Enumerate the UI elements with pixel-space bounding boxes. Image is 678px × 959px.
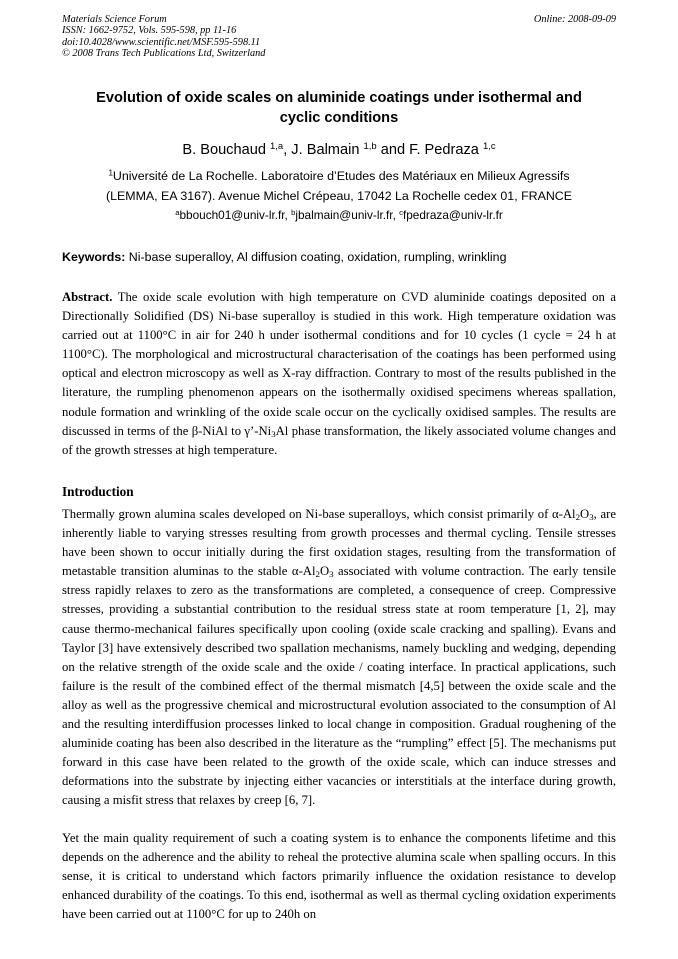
affiliation-mark: 1 — [108, 168, 113, 178]
journal-doi: doi:10.4028/www.scientific.net/MSF.595-598.11 — [62, 36, 261, 48]
paper-title — [62, 88, 616, 128]
email-c: fpedraza@univ-lr.fr — [402, 208, 503, 222]
paper-title-line-1: Evolution of oxide scales on aluminide coatings under isothermal and — [96, 90, 582, 106]
journal-name: Materials Science Forum — [62, 14, 167, 25]
section-heading-introduction: Introduction — [62, 484, 134, 499]
email-a: bbouch01@univ-lr.fr, — [179, 208, 292, 222]
author-2: , J. Balmain — [283, 142, 364, 158]
affiliation — [62, 166, 616, 206]
keywords-text: Ni-base superalloy, Al diffusion coating, oxidation, rumpling, wrinkling — [125, 250, 507, 264]
journal-header — [62, 14, 265, 59]
introduction-paragraph-1: Thermally grown alumina scales developed on Ni-base superalloys, which consist primarily of $\alpha-Al_2O_3$, are inherently liable to varying stresses resulting from growth processes and thermal cycling. Tensile stresses have been shown to occur initially during the first oxidation stages, resulting from the transformation of metastable transition aluminas to the stable $\alpha-Al_2O_3$ associated with volume contraction. The early tensile stress rapidly relaxes to zero as the transformations are completed, a consequence of creep. Compressive stresses, providing a substantial contribution to the residual stress state at room temperature [1, 2], may cause thermo-mechanical failures specifically upon cooling (oxide scale cracking and spalling). Evans and Taylor [3] have extensively described two spallation mechanisms, namely buckling and wedging, depending on the relative strength of the oxide scale and the oxide / coating interface. In practical applications, such failure is the result of the combined effect of the thermal mismatch [4,5] between the oxide scale and the alloy as well as the progressive chemical and microstructural evolution associated to the consumption of Al and the resulting interdiffusion processes linked to local change in composition. Gradual roughening of the aluminide coating has been also described in the literature as the “rumpling” effect [5]. The mechanisms put forward in this case have been related to the growth of the oxide scale, which can induce stresses and deformations into the substrate by injecting either vacancies or interstitials at the interface during growth, causing a misfit stress that relaxes by creep [6, 7]. — [62, 507, 616, 808]
introduction-paragraph-2: Yet the main quality requirement of such a coating system is to enhance the components lifetime and this depends on the adherence and the ability to reheal the protective alumina scale when spalling occurs. In this sense, it is critical to understand which factors primarily influence the oxidation resistance to develop enhanced durability of the coatings. To this end, isothermal as well as thermal cycling oxidation experiments have been carried out at 1100°C for up to 240h on — [62, 831, 616, 922]
journal-copyright: © 2008 Trans Tech Publications Ltd, Switzerland — [62, 47, 266, 59]
email-b: jbalmain@univ-lr.fr, — [295, 208, 400, 222]
abstract-label: Abstract. — [62, 290, 113, 304]
email-mark-a: a — [175, 207, 180, 217]
journal-issn: ISSN: 1662-9752, Vols. 595-598, pp 11-16 — [62, 25, 237, 37]
affiliation-line-2: (LEMMA, EA 3167). Avenue Michel Crépeau, 17042 La Rochelle cedex 01, FRANCE — [105, 189, 573, 203]
author-3-affiliation-mark: 1,c — [482, 140, 496, 152]
author-2-affiliation-mark: 1,b — [363, 140, 377, 152]
email-mark-b: b — [291, 207, 296, 217]
abstract: Abstract. The oxide scale evolution with high temperature on CVD aluminide coatings deposited on a Directionally Solidified (DS) Ni-base superalloy is studied in this work. High temperature oxidation was carried out at 1100°C in air for 240 h under isothermal conditions and for 10 cycles (1 cycle = 24 h at 1100°C). The morphological and microstructural characterisation of the coatings has been performed using optical and electron microscopy as well as X-ray diffraction. Contrary to most of the results published in the literature, the rumpling phenomenon appears on the isothermally oxidised specimens whereas spallation, nodule formation and wrinkling of the oxide scale occur on the cyclically oxidised samples. The results are discussed in terms of the β-NiAl to $\gamma’-Ni_3Al$ phase transformation, the likely associated volume changes and of the growth stresses at high temperature. — [62, 290, 616, 457]
affiliation-line-1: $^1$Université de La Rochelle. Laboratoire d’Etudes des Matériaux en Milieux Agressifs — [108, 168, 570, 183]
author-1: B. Bouchaud — [182, 142, 271, 158]
author-1-affiliation-mark: 1,a — [270, 140, 284, 152]
paper-title-line-2: cyclic conditions — [279, 110, 399, 126]
email-mark-c: c — [399, 207, 403, 217]
author-3: and F. Pedraza — [376, 142, 483, 158]
author-emails — [62, 207, 616, 223]
online-date: Online: 2008-09-09 — [533, 14, 616, 25]
keywords — [62, 248, 616, 266]
author-list — [62, 141, 616, 159]
keywords-label: Keywords: — [62, 250, 126, 264]
